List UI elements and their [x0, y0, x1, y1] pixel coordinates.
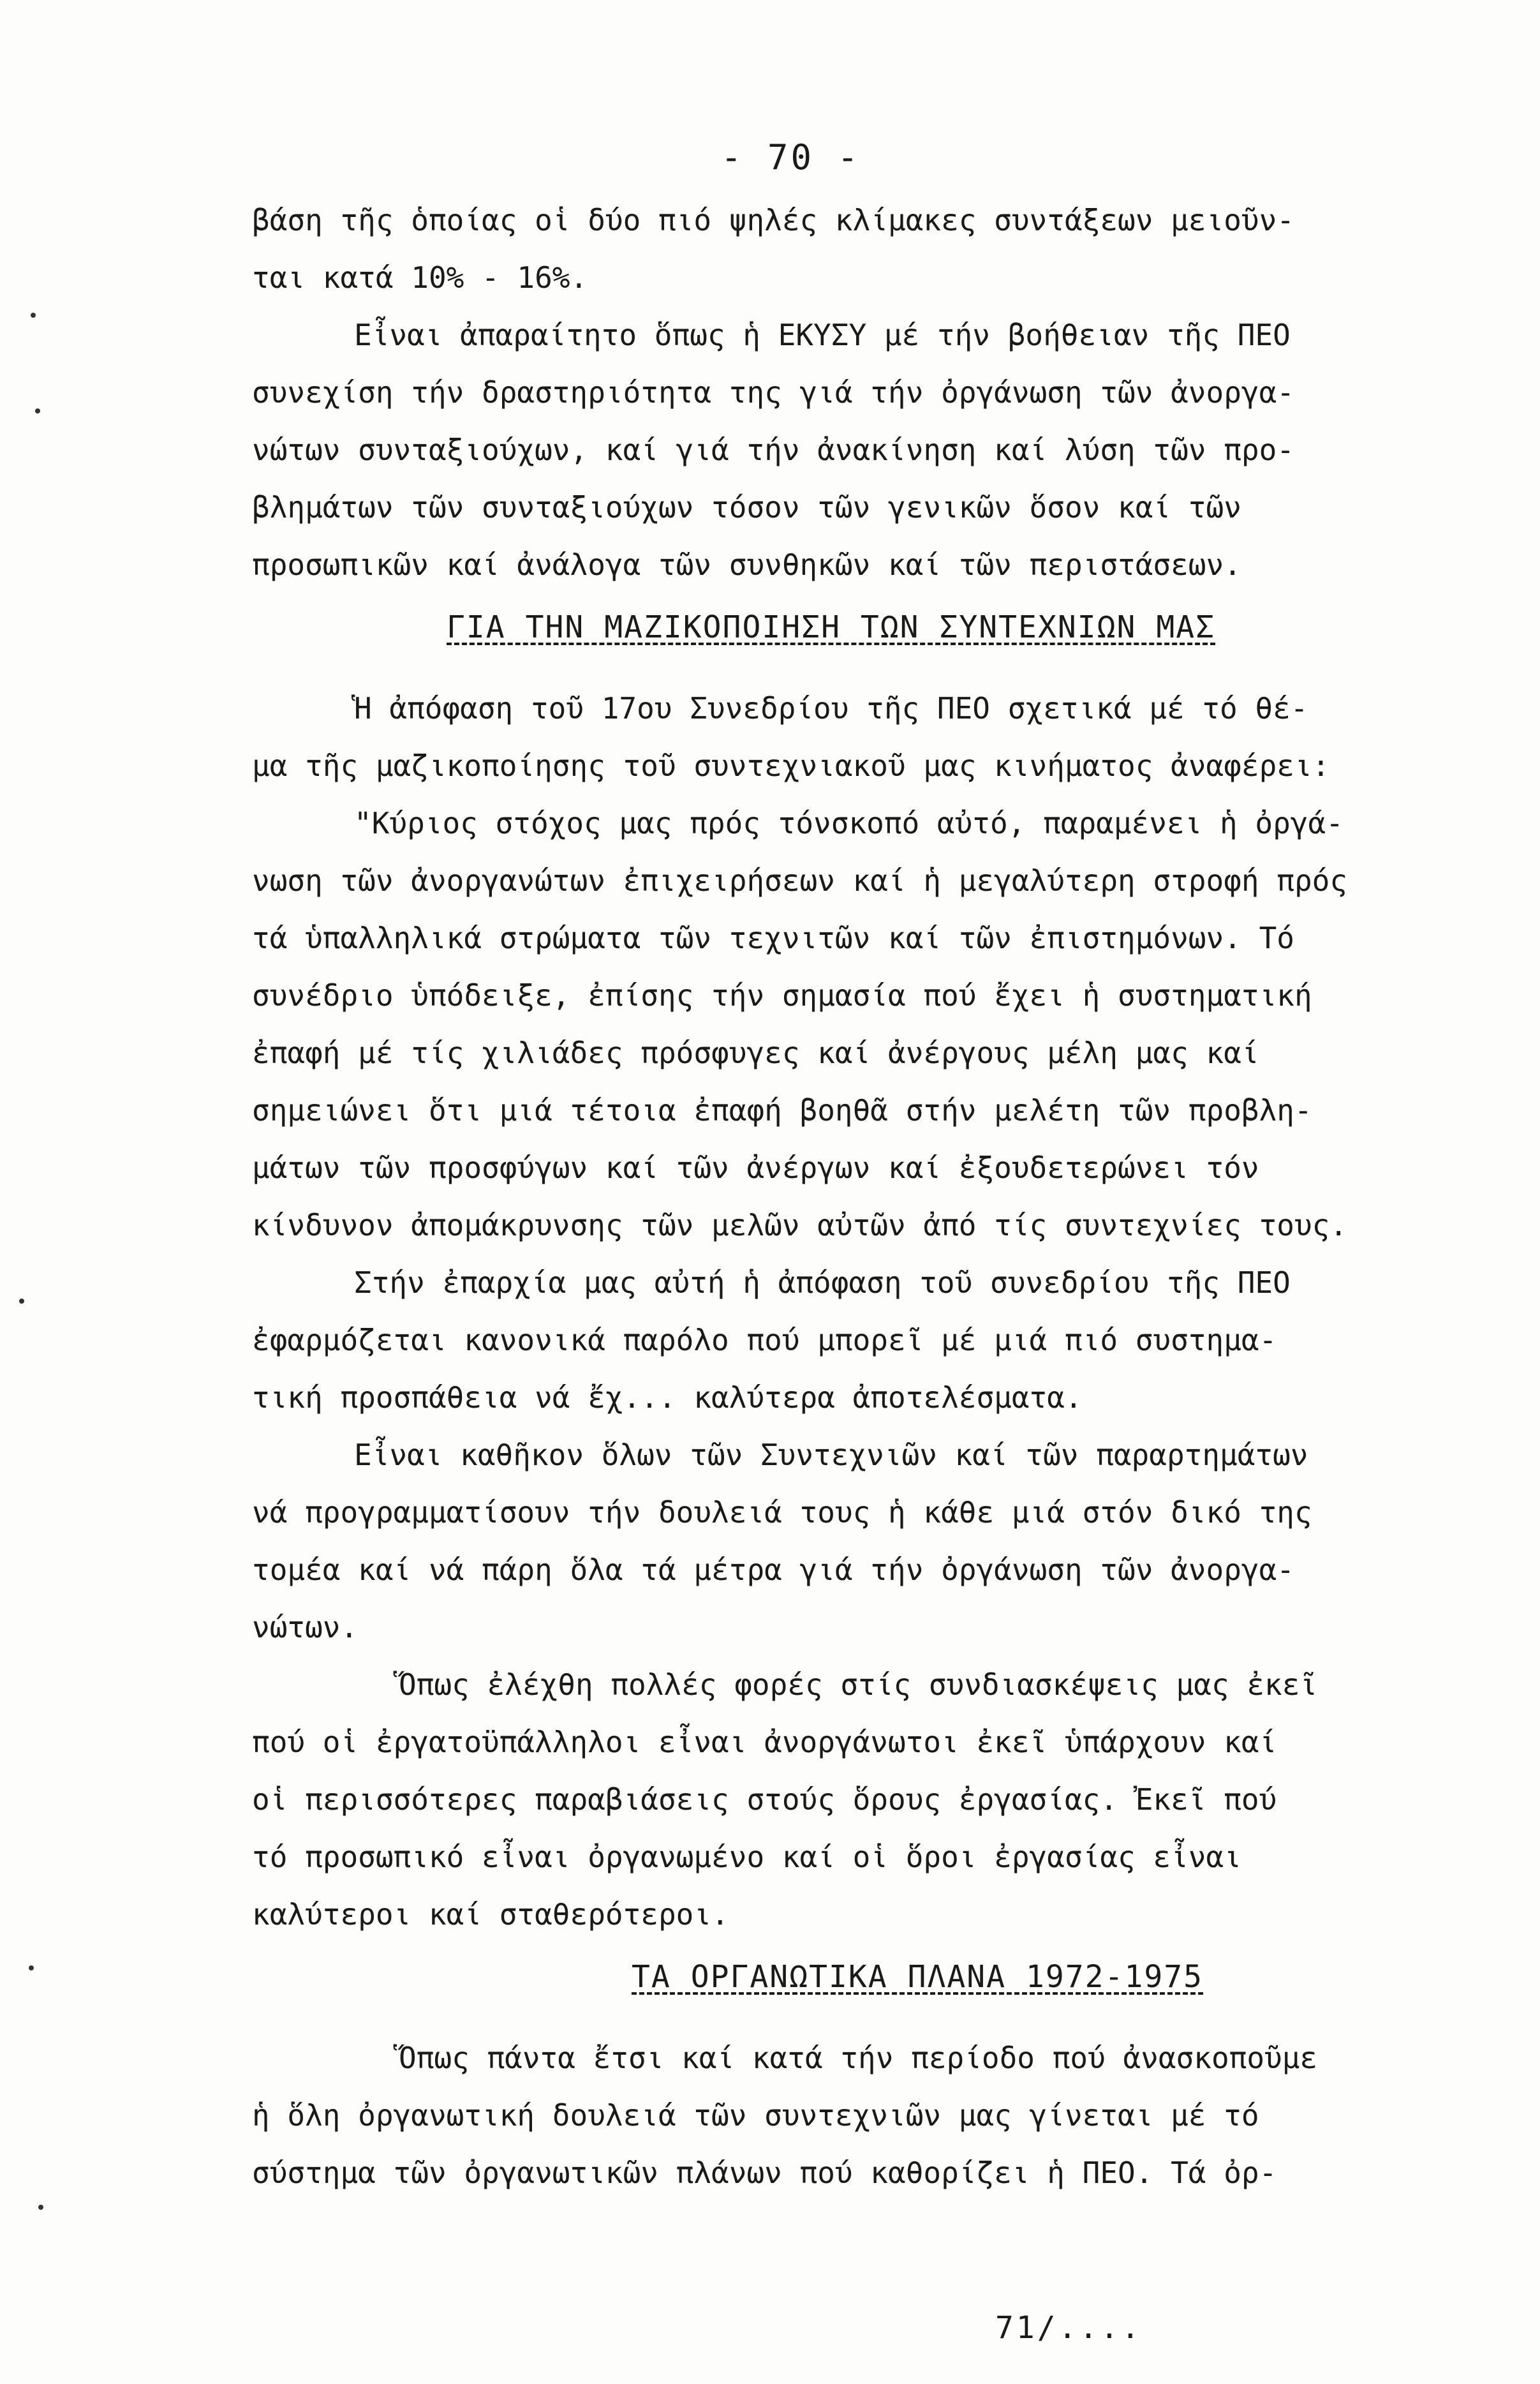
text-line: σημειώνει ὅτι μιά τέτοια ἐπαφή βοηθᾶ στήν μελέτη τῶν προβλη- — [252, 1093, 1312, 1128]
scan-speck — [35, 408, 40, 413]
text-line: βλημάτων τῶν συνταξιούχων τόσον τῶν γενικῶν ὅσον καί τῶν — [252, 490, 1241, 525]
page-number: - 70 - — [721, 137, 861, 177]
text-line: σύστημα τῶν ὀργανωτικῶν πλάνων πού καθορίζει ἡ ΠΕΟ. Τά ὀρ- — [252, 2156, 1277, 2190]
text-line: νώτων. — [252, 1610, 359, 1644]
scan-speck — [38, 2205, 43, 2210]
text-line: τό προσωπικό εἶναι ὀργανωμένο καί οἱ ὅροι ἐργασίας εἶναι — [252, 1840, 1241, 1874]
paragraph-2 — [252, 306, 1464, 593]
text-line: ἐπαφή μέ τίς χιλιάδες πρόσφυγες καί ἀνέργους μέλη μας καί — [252, 1036, 1259, 1070]
text-line: καλύτεροι καί σταθερότεροι. — [252, 1897, 729, 1932]
paragraph-7 — [252, 2029, 1464, 2201]
text-line: τά ὑπαλληλικά στρώματα τῶν τεχνιτῶν καί τῶν ἐπιστημόνων. Τό — [252, 921, 1294, 955]
text-line: οἱ περισσότερες παραβιάσεις στούς ὅρους ἐργασίας. Ἐκεῖ πού — [252, 1782, 1277, 1817]
text-line: Ὅπως πάντα ἔτσι καί κατά τήν περίοδο πού ἀνασκοποῦμε — [399, 2041, 1318, 2075]
text-line: μάτων τῶν προσφύγων καί τῶν ἀνέργων καί ἐξουδετερώνει τόν — [252, 1151, 1259, 1185]
paragraph-6 — [252, 1656, 1464, 1943]
text-line: μα τῆς μαζικοποίησης τοῦ συντεχνιακοῦ μας κινήματος ἀναφέρει: — [252, 749, 1330, 783]
text-line: νωση τῶν ἀνοργανώτων ἐπιχειρήσεων καί ἡ μεγαλύτερη στροφή πρός — [252, 863, 1348, 898]
paragraph-5 — [252, 1426, 1464, 1656]
text-line: νώτων συνταξιούχων, καί γιά τήν ἀνακίνηση καί λύση τῶν προ- — [252, 433, 1294, 467]
text-line: συνέδριο ὑπόδειξε, ἐπίσης τήν σημασία πού ἔχει ἡ συστηματική — [252, 978, 1312, 1013]
section-heading — [447, 609, 1215, 645]
text-line: Εἶναι ἀπαραίτητο ὅπως ἡ ΕΚΥΣΥ μέ τήν βοήθειαν τῆς ΠΕΟ — [354, 318, 1291, 352]
paragraph-4 — [252, 1254, 1464, 1426]
continuation-marker: 71/.... — [995, 2310, 1143, 2346]
scan-speck — [29, 1965, 34, 1971]
paragraph-3 — [252, 680, 1464, 1254]
text-line: "Κύριος στόχος μας πρός τόνσκοπό αὐτό, παραμένει ἡ ὀργά- — [354, 806, 1344, 840]
section-heading — [632, 1959, 1203, 1995]
text-line: ται κατά 10% - 16%. — [252, 260, 588, 295]
text-line: νά προγραμματίσουν τήν δουλειά τους ἡ κάθε μιά στόν δικό της — [252, 1495, 1312, 1530]
text-line: ἐφαρμόζεται κανονικά παρόλο πού μπορεῖ μέ μιά πιό συστημα- — [252, 1323, 1277, 1357]
text-line: βάση τῆς ὁποίας οἱ δύο πιό ψηλές κλίμακες συντάξεων μειοῦν- — [252, 203, 1294, 237]
paragraph-1 — [252, 191, 1464, 306]
text-line: προσωπικῶν καί ἀνάλογα τῶν συνθηκῶν καί τῶν περιστάσεων. — [252, 548, 1241, 582]
text-line: πού οἱ ἐργατοϋπάλληλοι εἶναι ἀνοργάνωτοι ἐκεῖ ὑπάρχουν καί — [252, 1725, 1277, 1759]
section-heading-text: ΓΙΑ ΤΗΝ ΜΑΖΙΚΟΠΟΙΗΣΗ ΤΩΝ ΣΥΝΤΕΧΝΙΩΝ ΜΑΣ — [447, 609, 1216, 645]
text-line: Στήν ἐπαρχία μας αὐτή ἡ ἀπόφαση τοῦ συνεδρίου τῆς ΠΕΟ — [354, 1265, 1291, 1300]
text-line: Εἶναι καθῆκον ὅλων τῶν Συντεχνιῶν καί τῶν παραρτημάτων — [354, 1438, 1308, 1472]
text-line: τομέα καί νά πάρη ὅλα τά μέτρα γιά τήν ὀργάνωση τῶν ἀνοργα- — [252, 1553, 1294, 1587]
scan-speck — [31, 313, 36, 318]
text-line: συνεχίση τήν δραστηριότητα της γιά τήν ὀργάνωση τῶν ἀνοργα- — [252, 375, 1294, 410]
section-heading-text: ΤΑ ΟΡΓΑΝΩΤΙΚΑ ΠΛΑΝΑ 1972-1975 — [632, 1959, 1204, 1995]
text-line: κίνδυνον ἀπομάκρυνσης τῶν μελῶν αὐτῶν ἀπό τίς συντεχνίες τους. — [252, 1208, 1348, 1242]
text-line: ἡ ὅλη ὀργανωτική δουλειά τῶν συντεχνιῶν μας γίνεται μέ τό — [252, 2098, 1259, 2133]
scan-speck — [19, 1299, 24, 1304]
text-line: Ἡ ἀπόφαση τοῦ 17ου Συνεδρίου τῆς ΠΕΟ σχετικά μέ τό θέ- — [354, 691, 1308, 726]
text-line: τική προσπάθεια νά ἔχ... καλύτερα ἀποτελέσματα. — [252, 1380, 1083, 1415]
text-line: Ὅπως ἐλέχθη πολλές φορές στίς συνδιασκέψεις μας ἐκεῖ — [399, 1667, 1318, 1702]
